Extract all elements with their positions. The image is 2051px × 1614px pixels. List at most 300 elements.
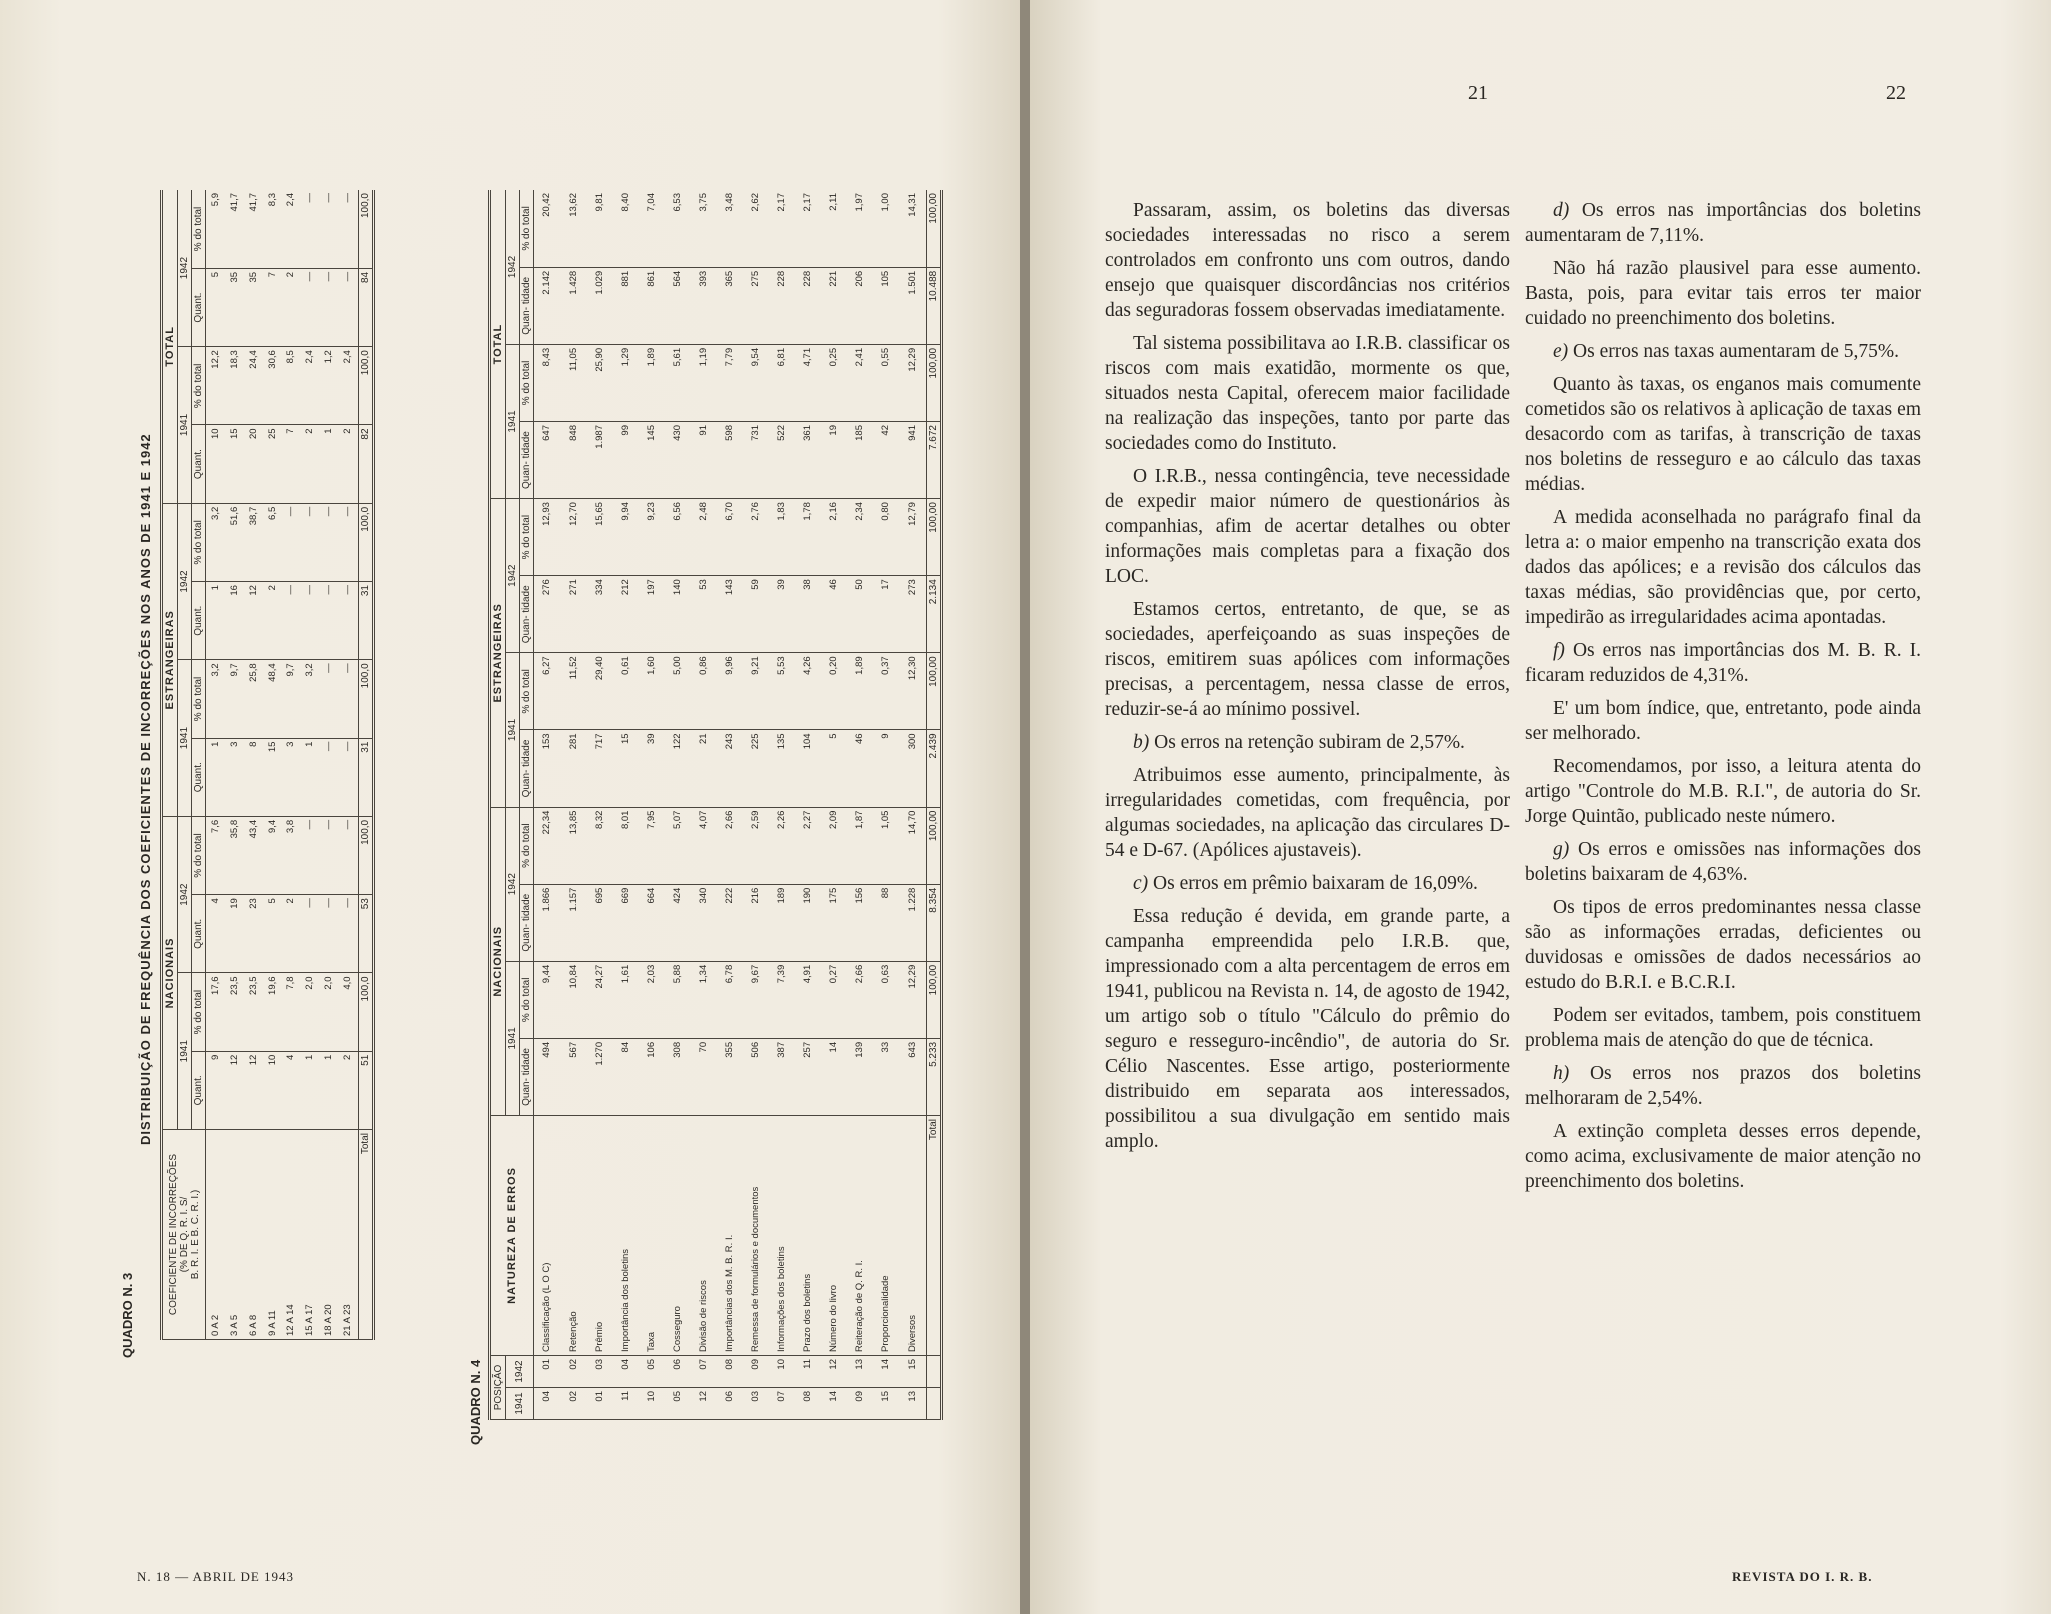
q3-pct-header: % do total xyxy=(192,347,206,425)
q4-year-header: 1942 xyxy=(506,499,520,653)
q4-nacionais-header: NACIONAIS xyxy=(490,807,506,1115)
q4-row xyxy=(691,190,717,1420)
q4-cell: 20,42 xyxy=(534,190,561,267)
q4-pos-1941: 04 xyxy=(534,1388,561,1420)
q3-cell: 7,8 xyxy=(282,973,301,1051)
q4-cell: 99 xyxy=(613,422,639,499)
q3-quant-header: Quant. xyxy=(192,425,206,503)
q4-cell: 24,27 xyxy=(587,961,613,1038)
q4-total-pad xyxy=(927,1388,942,1420)
q4-natureza: Importância dos boletins xyxy=(613,1115,639,1355)
q4-cell: 9,21 xyxy=(743,653,769,730)
q3-row xyxy=(206,190,226,1340)
q4-row xyxy=(717,190,743,1420)
q3-cell: 1,2 xyxy=(320,347,339,425)
q3-cell: 12,2 xyxy=(206,347,226,425)
q4-cell: 4,07 xyxy=(691,807,717,884)
q3-cell: — xyxy=(301,816,320,894)
q3-cell: — xyxy=(320,816,339,894)
col1-paragraph xyxy=(1105,198,1510,323)
q4-estrangeiras-header: ESTRANGEIRAS xyxy=(490,499,506,807)
q3-total-cell: 100,0 xyxy=(359,816,374,894)
q3-range: 0 A 2 xyxy=(206,1130,226,1340)
q3-cell: 41,7 xyxy=(225,190,244,268)
q4-cell: 1.987 xyxy=(587,422,613,499)
paragraph-text: Essa redução é devida, em grande parte, a campanha empreendida pelo I.R.B. que, impressionado com a alta percentagem de erros em 1941, publicou na Revista n. 14, de agosto de 1942, um artigo sob o título "Cálculo do prêmio do seguro e resseguro-incêndio", de autoria do Sr. Célio Nascentes. Esse artigo, posteriormente distribuido em separata aos interessados, possibilitou a sua divulgação em sentido mais amplo. xyxy=(1105,906,1510,1152)
q3-cell: 30,6 xyxy=(263,347,282,425)
q3-row xyxy=(225,190,244,1340)
q4-natureza: Retenção xyxy=(561,1115,587,1355)
q4-row xyxy=(665,190,691,1420)
q4-pos-1942: 15 xyxy=(899,1355,926,1387)
quadro-3-table xyxy=(160,190,375,1340)
q3-cell: 9,4 xyxy=(263,816,282,894)
q3-cell: 7 xyxy=(263,268,282,346)
q4-cell: 7,39 xyxy=(769,961,795,1038)
q4-cell: 15,65 xyxy=(587,499,613,576)
q4-cell: 2,41 xyxy=(847,344,873,421)
q4-cell: 156 xyxy=(847,884,873,961)
q3-cell: — xyxy=(339,660,359,738)
q4-cell: 46 xyxy=(847,730,873,807)
q4-cell: 12,30 xyxy=(899,653,926,730)
q4-cell: 221 xyxy=(821,267,847,344)
q4-cell: 1,78 xyxy=(795,499,821,576)
q4-cell: 430 xyxy=(665,422,691,499)
q4-cell: 228 xyxy=(795,267,821,344)
paragraph-text: Os erros na retenção subiram de 2,57%. xyxy=(1154,732,1465,753)
q3-cell: 23,5 xyxy=(244,973,263,1051)
q3-range: 18 A 20 xyxy=(320,1130,339,1340)
q4-cell: 33 xyxy=(873,1038,899,1115)
q4-cell: 185 xyxy=(847,422,873,499)
col1-paragraph xyxy=(1105,597,1510,722)
q4-cell: 25,90 xyxy=(587,344,613,421)
col2-paragraph xyxy=(1525,198,1921,248)
q3-total-cell: 31 xyxy=(359,738,374,816)
paragraph-text: Os erros nas importâncias dos boletins aumentaram de 7,11%. xyxy=(1525,200,1921,246)
q4-natureza: Proporcionalidade xyxy=(873,1115,899,1355)
q4-cell: 2,34 xyxy=(847,499,873,576)
q3-cell: 18,3 xyxy=(225,347,244,425)
q3-year-header: 1942 xyxy=(178,190,192,347)
q4-cell: 175 xyxy=(821,884,847,961)
q3-year-header: 1942 xyxy=(178,503,192,660)
quadro-4-table xyxy=(488,190,943,1420)
q3-cell: 12 xyxy=(225,1051,244,1129)
q4-year-header: 1941 xyxy=(506,344,520,498)
q4-natureza: Informações dos boletins xyxy=(769,1115,795,1355)
col1-paragraph xyxy=(1105,464,1510,589)
q4-cell: 8,43 xyxy=(534,344,561,421)
q4-cell: 9,94 xyxy=(613,499,639,576)
q4-row xyxy=(743,190,769,1420)
q3-cell: 1 xyxy=(301,1051,320,1129)
q3-cell: — xyxy=(339,503,359,581)
q4-cell: 257 xyxy=(795,1038,821,1115)
q4-natureza-header: NATUREZA DE ERROS xyxy=(490,1115,534,1355)
q3-cell: 2 xyxy=(301,425,320,503)
q3-row xyxy=(320,190,339,1340)
item-letter: d) xyxy=(1553,200,1570,221)
q4-cell: 2,76 xyxy=(743,499,769,576)
q4-cell: 848 xyxy=(561,422,587,499)
q3-cell: — xyxy=(320,660,339,738)
q4-total-cell: 100,00 xyxy=(927,499,942,576)
q3-cell: 1 xyxy=(320,1051,339,1129)
q3-total-cell: 100,0 xyxy=(359,660,374,738)
q4-total-cell: 100,00 xyxy=(927,961,942,1038)
q3-total-cell: 53 xyxy=(359,895,374,973)
q4-pos-1942: 14 xyxy=(873,1355,899,1387)
q4-natureza: Cosseguro xyxy=(665,1115,691,1355)
q3-quant-header: Quant. xyxy=(192,582,206,660)
q3-cell: — xyxy=(339,190,359,268)
q3-total-header: TOTAL xyxy=(162,190,178,503)
q4-row xyxy=(821,190,847,1420)
q3-cell: — xyxy=(320,268,339,346)
q3-total-label: Total xyxy=(359,1130,374,1340)
q4-cell: 567 xyxy=(561,1038,587,1115)
q3-cell: — xyxy=(320,738,339,816)
q3-cell: 2 xyxy=(282,268,301,346)
col2-paragraph xyxy=(1525,754,1921,829)
q3-row xyxy=(339,190,359,1340)
q3-coef-sub1: (% DE Q. R. I. S/ xyxy=(178,1196,190,1273)
item-letter: b) xyxy=(1133,732,1150,753)
q4-pos-1941: 12 xyxy=(691,1388,717,1420)
q3-range: 3 A 5 xyxy=(225,1130,244,1340)
q3-range: 9 A 11 xyxy=(263,1130,282,1340)
q4-cell: 1,60 xyxy=(639,653,665,730)
q3-cell: 23 xyxy=(244,895,263,973)
q4-cell: 522 xyxy=(769,422,795,499)
q3-cell: 15 xyxy=(263,738,282,816)
q4-cell: 19 xyxy=(821,422,847,499)
q4-total-cell: 2.439 xyxy=(927,730,942,807)
q4-year-header: 1941 xyxy=(506,961,520,1115)
q4-cell: 143 xyxy=(717,576,743,653)
q4-cell: 38 xyxy=(795,576,821,653)
q4-cell: 1.228 xyxy=(899,884,926,961)
q3-cell: — xyxy=(320,582,339,660)
q4-cell: 9 xyxy=(873,730,899,807)
q4-cell: 1,87 xyxy=(847,807,873,884)
q4-cell: 5,88 xyxy=(665,961,691,1038)
q3-pct-header: % do total xyxy=(192,973,206,1051)
paragraph-text: Os erros nas taxas aumentaram de 5,75%. xyxy=(1573,341,1900,362)
q4-cell: 5,53 xyxy=(769,653,795,730)
paragraph-text: Podem ser evitados, tambem, pois constituem problema mais de atenção do que de técnica. xyxy=(1525,1005,1921,1051)
q3-total-row xyxy=(359,190,374,1340)
col1-paragraph xyxy=(1105,904,1510,1154)
q4-cell: 145 xyxy=(639,422,665,499)
q4-cell: 6,81 xyxy=(769,344,795,421)
q4-cell: 10,84 xyxy=(561,961,587,1038)
q4-cell: 300 xyxy=(899,730,926,807)
paragraph-text: O I.R.B., nessa contingência, teve necessidade de expedir maior número de questionários às companhias, afim de acertar detalhes ou obter informações mais completas para a fixação dos LOC. xyxy=(1105,466,1510,587)
q4-cell: 104 xyxy=(795,730,821,807)
q4-cell: 273 xyxy=(899,576,926,653)
q4-cell: 4,71 xyxy=(795,344,821,421)
q4-pos-1941: 08 xyxy=(795,1388,821,1420)
quadro-4-table-wrap xyxy=(488,190,943,1420)
q3-total-cell: 84 xyxy=(359,268,374,346)
q4-pos-1941: 11 xyxy=(613,1388,639,1420)
q3-cell: 15 xyxy=(225,425,244,503)
q4-cell: 643 xyxy=(899,1038,926,1115)
q4-cell: 3,75 xyxy=(691,190,717,267)
q3-cell: 2,4 xyxy=(301,347,320,425)
q4-pos-1942: 12 xyxy=(821,1355,847,1387)
q4-total-header: TOTAL xyxy=(490,190,506,499)
q4-cell: 881 xyxy=(613,267,639,344)
q4-natureza: Diversos xyxy=(899,1115,926,1355)
q4-year-header: 1941 xyxy=(506,653,520,807)
q4-cell: 2,03 xyxy=(639,961,665,1038)
q3-row xyxy=(301,190,320,1340)
q4-pos-1942: 03 xyxy=(587,1355,613,1387)
q4-cell: 70 xyxy=(691,1038,717,1115)
q4-quant-header: Quan- tidade xyxy=(520,267,534,344)
q4-cell: 2,11 xyxy=(821,190,847,267)
q4-row xyxy=(613,190,639,1420)
q4-cell: 6,53 xyxy=(665,190,691,267)
q3-total-cell: 100,0 xyxy=(359,347,374,425)
col2-paragraph xyxy=(1525,638,1921,688)
q3-cell: 17,6 xyxy=(206,973,226,1051)
q4-pos-1942: 04 xyxy=(613,1355,639,1387)
item-letter: h) xyxy=(1553,1063,1570,1084)
paragraph-text: Não há razão plausivel para esse aumento. Basta, pois, para evitar tais erros ter maior cuidado no preenchimento dos boletins. xyxy=(1525,258,1921,329)
q3-year-header: 1942 xyxy=(178,816,192,973)
q4-pos-1941: 05 xyxy=(665,1388,691,1420)
q3-year-header: 1941 xyxy=(178,973,192,1130)
q4-cell: 308 xyxy=(665,1038,691,1115)
paragraph-text: Quanto às taxas, os enganos mais comumente cometidos são os relativos à aplicação de taxas em desacordo com as tarifas, à transcrição de taxas nos boletins de resseguro e ao cálculo das taxas médias. xyxy=(1525,374,1921,495)
q4-cell: 197 xyxy=(639,576,665,653)
q4-cell: 1.270 xyxy=(587,1038,613,1115)
quadro-3-caption: DISTRIBUIÇÃO DE FREQUÊNCIA DOS COEFICIENTES DE INCORREÇÕES NOS ANOS DE 1941 E 1942 xyxy=(138,433,153,1145)
text-column-2 xyxy=(1525,198,1921,1202)
q4-cell: 105 xyxy=(873,267,899,344)
paragraph-text: E' um bom índice, que, entretanto, pode ainda ser melhorado. xyxy=(1525,698,1921,744)
q4-total-cell: 2.134 xyxy=(927,576,942,653)
q4-cell: 276 xyxy=(534,576,561,653)
q4-cell: 355 xyxy=(717,1038,743,1115)
q4-cell: 0,86 xyxy=(691,653,717,730)
q4-pos-1941: 09 xyxy=(847,1388,873,1420)
paragraph-text: Tal sistema possibilitava ao I.R.B. classificar os riscos com mais exatidão, mormente os que, situados nesta Capital, oferecem maior facilidade na realização das inspeções, tanto por parte das sociedades como do Instituto. xyxy=(1105,333,1510,454)
paragraph-text: A extinção completa desses erros depende, como acima, exclusivamente de maior atenção no preenchimento dos boletins. xyxy=(1525,1121,1921,1192)
q4-cell: 1,05 xyxy=(873,807,899,884)
q4-cell: 11,05 xyxy=(561,344,587,421)
q4-cell: 0,63 xyxy=(873,961,899,1038)
q4-cell: 271 xyxy=(561,576,587,653)
q4-cell: 1,19 xyxy=(691,344,717,421)
q4-cell: 189 xyxy=(769,884,795,961)
q4-cell: 0,55 xyxy=(873,344,899,421)
paragraph-text: Os erros em prêmio baixaram de 16,09%. xyxy=(1153,873,1478,894)
q4-natureza: Divisão de riscos xyxy=(691,1115,717,1355)
q3-cell: — xyxy=(339,895,359,973)
q4-pos-1941: 07 xyxy=(769,1388,795,1420)
q3-cell: 4 xyxy=(282,1051,301,1129)
q4-cell: 275 xyxy=(743,267,769,344)
q3-nacionais-header: NACIONAIS xyxy=(162,816,178,1129)
col2-paragraph xyxy=(1525,339,1921,364)
q4-pct-header: % do total xyxy=(520,653,534,730)
col2-paragraph xyxy=(1525,837,1921,887)
q4-total-row xyxy=(927,190,942,1420)
q4-cell: 222 xyxy=(717,884,743,961)
q4-natureza: Importâncias dos M. B. R. I. xyxy=(717,1115,743,1355)
q4-cell: 13,62 xyxy=(561,190,587,267)
q4-cell: 1,89 xyxy=(847,653,873,730)
quadro-3-label: QUADRO N. 3 xyxy=(120,1272,135,1358)
q3-quant-header: Quant. xyxy=(192,1051,206,1129)
q4-cell: 1,61 xyxy=(613,961,639,1038)
col1-paragraph xyxy=(1105,331,1510,456)
q4-cell: 6,56 xyxy=(665,499,691,576)
q4-cell: 1.501 xyxy=(899,267,926,344)
q3-pct-header: % do total xyxy=(192,660,206,738)
q4-total-cell: 7.672 xyxy=(927,422,942,499)
q4-cell: 11,52 xyxy=(561,653,587,730)
q4-cell: 59 xyxy=(743,576,769,653)
q4-pos-1942: 01 xyxy=(534,1355,561,1387)
paragraph-text: Os erros nos prazos dos boletins melhoraram de 2,54%. xyxy=(1525,1063,1922,1109)
q4-total-cell: 100,00 xyxy=(927,653,942,730)
left-page xyxy=(0,0,1020,1614)
q3-cell: 51,6 xyxy=(225,503,244,581)
q3-cell: 8,5 xyxy=(282,347,301,425)
q3-total-cell: 31 xyxy=(359,582,374,660)
q3-cell: — xyxy=(320,190,339,268)
q4-cell: 941 xyxy=(899,422,926,499)
q4-pos-1941: 02 xyxy=(561,1388,587,1420)
q4-cell: 2,66 xyxy=(717,807,743,884)
q4-cell: 664 xyxy=(639,884,665,961)
q4-cell: 861 xyxy=(639,267,665,344)
q3-cell: — xyxy=(301,895,320,973)
q4-cell: 14 xyxy=(821,1038,847,1115)
q4-pos-1941: 14 xyxy=(821,1388,847,1420)
q4-pos-1942: 02 xyxy=(561,1355,587,1387)
q4-cell: 4,91 xyxy=(795,961,821,1038)
q4-row xyxy=(795,190,821,1420)
q3-cell: 7 xyxy=(282,425,301,503)
q4-cell: 0,25 xyxy=(821,344,847,421)
q4-cell: 5,61 xyxy=(665,344,691,421)
q3-cell: — xyxy=(301,582,320,660)
q3-cell: 4,0 xyxy=(339,973,359,1051)
q3-cell: 1 xyxy=(320,425,339,503)
q4-cell: 424 xyxy=(665,884,691,961)
q3-cell: 12 xyxy=(244,1051,263,1129)
q4-cell: 387 xyxy=(769,1038,795,1115)
q4-quant-header: Quan- tidade xyxy=(520,730,534,807)
q4-cell: 1.866 xyxy=(534,884,561,961)
q3-cell: 3,2 xyxy=(206,660,226,738)
q4-cell: 7,79 xyxy=(717,344,743,421)
q4-cell: 669 xyxy=(613,884,639,961)
q4-pos-year: 1942 xyxy=(506,1355,534,1387)
q4-cell: 21 xyxy=(691,730,717,807)
quadro-3-table-wrap xyxy=(160,190,375,1340)
col1-paragraph xyxy=(1105,871,1510,896)
q3-range: 12 A 14 xyxy=(282,1130,301,1340)
q3-cell: 1 xyxy=(206,582,226,660)
q4-cell: 84 xyxy=(613,1038,639,1115)
q4-natureza: Prêmio xyxy=(587,1115,613,1355)
book-gutter xyxy=(1020,0,1030,1614)
q3-total-cell: 100,0 xyxy=(359,973,374,1051)
q3-total-cell: 51 xyxy=(359,1051,374,1129)
q3-cell: 19,6 xyxy=(263,973,282,1051)
q3-cell: 35,8 xyxy=(225,816,244,894)
q4-row xyxy=(639,190,665,1420)
q4-cell: 0,61 xyxy=(613,653,639,730)
q4-cell: 88 xyxy=(873,884,899,961)
q4-cell: 216 xyxy=(743,884,769,961)
q4-cell: 1,97 xyxy=(847,190,873,267)
q4-pos-1942: 07 xyxy=(691,1355,717,1387)
q4-cell: 647 xyxy=(534,422,561,499)
q4-cell: 15 xyxy=(613,730,639,807)
q4-cell: 2.142 xyxy=(534,267,561,344)
q3-cell: 12 xyxy=(244,582,263,660)
col2-paragraph xyxy=(1525,1119,1921,1194)
q4-cell: 5 xyxy=(821,730,847,807)
q4-natureza: Prazo dos boletins xyxy=(795,1115,821,1355)
q4-pos-1942: 13 xyxy=(847,1355,873,1387)
q4-cell: 6,78 xyxy=(717,961,743,1038)
q3-cell: 23,5 xyxy=(225,973,244,1051)
q4-cell: 12,70 xyxy=(561,499,587,576)
q4-pos-1942: 11 xyxy=(795,1355,821,1387)
q3-range: 6 A 8 xyxy=(244,1130,263,1340)
q4-cell: 8,01 xyxy=(613,807,639,884)
q4-cell: 2,26 xyxy=(769,807,795,884)
q3-cell: 24,4 xyxy=(244,347,263,425)
q3-cell: 48,4 xyxy=(263,660,282,738)
q3-cell: 16 xyxy=(225,582,244,660)
q4-cell: 50 xyxy=(847,576,873,653)
q3-cell: 19 xyxy=(225,895,244,973)
q4-row xyxy=(587,190,613,1420)
paragraph-text: Atribuimos esse aumento, principalmente, às irregularidades cometidas, com frequência, por algumas sociedades, na aplicação das circulares D-54 e D-67. (Apólices ajustaveis). xyxy=(1105,765,1510,861)
q4-cell: 1,00 xyxy=(873,190,899,267)
q3-cell: — xyxy=(339,582,359,660)
q3-cell: 1 xyxy=(301,738,320,816)
q4-cell: 731 xyxy=(743,422,769,499)
q3-quant-header: Quant. xyxy=(192,738,206,816)
q4-cell: 2,17 xyxy=(795,190,821,267)
q4-cell: 9,54 xyxy=(743,344,769,421)
q4-cell: 9,81 xyxy=(587,190,613,267)
item-letter: f) xyxy=(1553,640,1565,661)
q3-cell: 20 xyxy=(244,425,263,503)
q3-cell: 6,5 xyxy=(263,503,282,581)
paragraph-text: Passaram, assim, os boletins das diversas sociedades interessadas no risco a serem controlados em confronto uns com outros, dando ensejo que quaisquer discordâncias nos critérios das seguradoras fossem observadas imediatamente. xyxy=(1105,200,1510,321)
q4-pct-header: % do total xyxy=(520,190,534,267)
q4-pct-header: % do total xyxy=(520,499,534,576)
q4-cell: 12,29 xyxy=(899,961,926,1038)
q4-total-cell: 100,00 xyxy=(927,807,942,884)
q4-row xyxy=(873,190,899,1420)
q4-cell: 3,48 xyxy=(717,190,743,267)
